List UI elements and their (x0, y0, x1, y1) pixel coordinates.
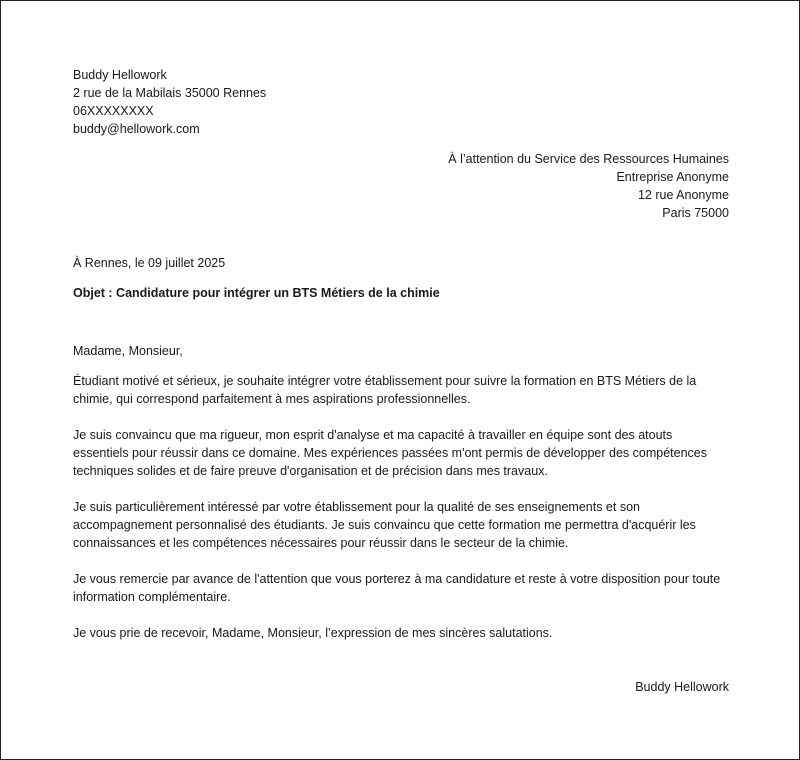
body-paragraph-4 (73, 570, 729, 606)
signature-text: Buddy Hellowork (635, 680, 729, 694)
closing-paragraph (73, 624, 729, 642)
sender-phone: 06XXXXXXXX (73, 104, 154, 118)
paragraph-text: Je vous prie de recevoir, Madame, Monsieur, l’expression de mes sincères salutations. (73, 626, 553, 640)
sender-block (73, 66, 729, 138)
salutation (73, 342, 729, 360)
sender-email: buddy@hellowork.com (73, 122, 200, 136)
date-text: À Rennes, le 09 juillet 2025 (73, 256, 226, 270)
signature (73, 678, 729, 696)
paragraph-text: Je vous remercie par avance de l'attention que vous porterez à ma candidature et reste à votre disposition pour toute information complémentaire. (73, 572, 721, 604)
recipient-company: Entreprise Anonyme (616, 170, 729, 184)
recipient-street: 12 rue Anonyme (637, 188, 729, 202)
body-paragraph-3 (73, 498, 729, 552)
paragraph-text: Je suis particulièrement intéressé par votre établissement pour la qualité de ses enseignements et son accompagnement personnalisé des étudiants. Je suis convaincu que cette formation me permettra d'acquérir les connaissances et les compétences nécessaires pour réussir dans le secteur de la chimie. (73, 500, 696, 550)
recipient-city: Paris 75000 (662, 206, 729, 220)
date-line (73, 254, 729, 272)
subject-line (73, 284, 729, 302)
recipient-block (73, 150, 729, 222)
salutation-text: Madame, Monsieur, (73, 344, 183, 358)
body-paragraph-2 (73, 426, 729, 480)
sender-address: 2 rue de la Mabilais 35000 Rennes (73, 86, 267, 100)
sender-name: Buddy Hellowork (73, 68, 167, 82)
recipient-attention: À l’attention du Service des Ressources Humaines (448, 152, 729, 166)
paragraph-text: Je suis convaincu que ma rigueur, mon esprit d'analyse et ma capacité à travailler en équipe sont des atouts essentiels pour réussir dans ce domaine. Mes expériences passées m'ont permis de développer des compétences techniques solides et de faire preuve d'organisation et de précision dans mes travaux. (73, 428, 707, 478)
paragraph-text: Étudiant motivé et sérieux, je souhaite intégrer votre établissement pour suivre la formation en BTS Métiers de la chimie, qui correspond parfaitement à mes aspirations professionnelles. (73, 374, 697, 406)
subject-text: Objet : Candidature pour intégrer un BTS Métiers de la chimie (73, 286, 440, 300)
body-paragraph-1 (73, 372, 729, 408)
